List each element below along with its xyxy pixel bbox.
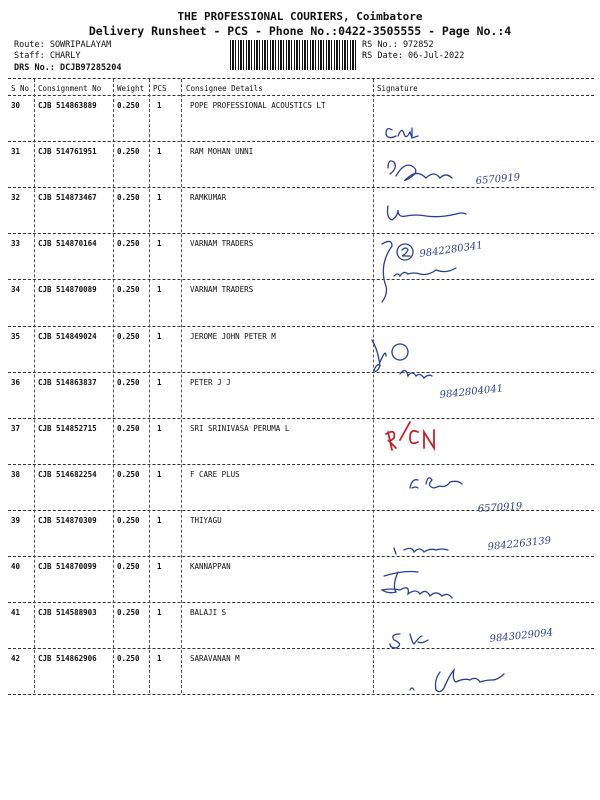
signature-33-mark xyxy=(397,244,413,260)
row-36-pcs: 1 xyxy=(157,377,162,387)
row-33-weight: 0.250 xyxy=(117,239,140,249)
row-42-consignment: CJB 514862906 xyxy=(38,654,97,664)
row-39-weight: 0.250 xyxy=(117,515,140,525)
document-title: THE PROFESSIONAL COURIERS, Coimbatore xyxy=(177,10,423,23)
row-33-consignment: CJB 514870164 xyxy=(38,239,97,249)
signature-38 xyxy=(410,478,462,488)
row-36-consignment: CJB 514863837 xyxy=(38,377,97,387)
row-41-consignment: CJB 514588903 xyxy=(38,608,97,618)
handwritten-phone-36: 9842804041 xyxy=(439,383,504,401)
row-39-consignment: CJB 514870309 xyxy=(38,515,97,525)
row-34-consignment: CJB 514870089 xyxy=(38,285,97,295)
row-31-pcs: 1 xyxy=(157,147,162,157)
row-30-weight: 0.250 xyxy=(117,101,140,110)
row-40-weight: 0.250 xyxy=(117,562,140,571)
row-37-consignee: SRI SRINIVASA PERUMA L xyxy=(190,423,290,433)
handwritten-phone-41: 9843029094 xyxy=(489,627,554,645)
route-label: Route: SOWRIPALAYAM xyxy=(14,40,112,50)
row-31-sno: 31 xyxy=(11,147,21,157)
row-42-sno: 42 xyxy=(11,654,21,664)
signature-42 xyxy=(410,670,504,692)
signature-39 xyxy=(394,548,448,554)
col-pcs: PCS xyxy=(153,84,167,93)
row-35-consignee: JEROME JOHN PETER M xyxy=(190,331,276,341)
row-40-pcs: 1 xyxy=(157,562,162,571)
signature-35-mark xyxy=(392,344,408,360)
row-33-pcs: 1 xyxy=(157,239,162,249)
row-38-sno: 38 xyxy=(11,469,21,479)
row-42-pcs: 1 xyxy=(157,654,162,664)
undelivered-mark-group xyxy=(386,422,434,450)
signature-31 xyxy=(388,161,452,181)
row-37-consignment: CJB 514852715 xyxy=(38,423,97,433)
row-41-weight: 0.250 xyxy=(117,608,140,618)
row-37-sno: 37 xyxy=(11,423,21,433)
row-37-pcs: 1 xyxy=(157,423,162,433)
row-38-consignee: F CARE PLUS xyxy=(190,469,240,479)
row-30-consignment: CJB 514863889 xyxy=(38,101,97,110)
row-40-consignment: CJB 514870099 xyxy=(38,562,97,571)
row-31-consignee: RAM MOHAN UNNI xyxy=(190,147,254,157)
signature-32 xyxy=(388,206,467,220)
row-37-weight: 0.250 xyxy=(117,423,140,433)
row-40-consignee: KANNAPPAN xyxy=(190,562,231,571)
row-31-weight: 0.250 xyxy=(117,147,140,157)
col-consignee: Consignee Details xyxy=(186,84,263,93)
row-32-consignment: CJB 514873467 xyxy=(38,193,97,203)
row-32-sno: 32 xyxy=(11,193,21,203)
col-signature: Signature xyxy=(377,84,418,93)
col-consignment: Consignment No xyxy=(38,84,102,93)
rs-number: RS No.: 972852 xyxy=(362,40,434,50)
row-35-pcs: 1 xyxy=(157,331,162,341)
row-42-weight: 0.250 xyxy=(117,654,140,664)
row-34-consignee: VARNAM TRADERS xyxy=(190,285,254,295)
handwritten-phone-38: 6570919 xyxy=(477,500,523,515)
staff-label: Staff: CHARLY xyxy=(14,51,81,61)
row-34-sno: 34 xyxy=(11,285,21,295)
signature-41 xyxy=(390,634,428,648)
rs-date: RS Date: 06-Jul-2022 xyxy=(362,51,465,61)
row-35-sno: 35 xyxy=(11,331,21,341)
handwritten-phone-39: 9842263139 xyxy=(487,535,552,553)
row-33-consignee: VARNAM TRADERS xyxy=(190,239,254,249)
row-33-sno: 33 xyxy=(11,239,21,249)
signature-36 xyxy=(400,370,432,378)
row-32-weight: 0.250 xyxy=(117,193,140,203)
row-38-consignment: CJB 514682254 xyxy=(38,469,97,479)
row-34-weight: 0.250 xyxy=(117,285,140,295)
row-39-consignee: THIYAGU xyxy=(190,515,222,525)
row-40-sno: 40 xyxy=(11,562,21,571)
row-34-pcs: 1 xyxy=(157,285,162,295)
row-32-pcs: 1 xyxy=(157,193,162,203)
row-36-sno: 36 xyxy=(11,377,21,387)
row-39-pcs: 1 xyxy=(157,515,162,525)
col-weight: Weight xyxy=(117,84,145,93)
row-39-sno: 39 xyxy=(11,515,21,525)
row-38-weight: 0.250 xyxy=(117,469,140,479)
row-35-consignment: CJB 514849024 xyxy=(38,331,97,341)
signature-30 xyxy=(386,128,418,138)
row-41-pcs: 1 xyxy=(157,608,162,618)
row-38-pcs: 1 xyxy=(157,469,162,479)
row-32-consignee: RAMKUMAR xyxy=(190,193,227,203)
row-36-consignee: PETER J J xyxy=(190,377,231,387)
undelivered-mark xyxy=(386,422,434,450)
handwritten-phone-33: 9842280341 xyxy=(418,240,484,260)
row-31-consignment: CJB 514761951 xyxy=(38,147,97,157)
signature-33 xyxy=(382,241,392,302)
row-30-consignee: POPE PROFESSIONAL ACOUSTICS LT xyxy=(190,101,326,110)
row-36-weight: 0.250 xyxy=(117,377,140,387)
row-41-consignee: BALAJI S xyxy=(190,608,227,618)
row-41-sno: 41 xyxy=(11,608,21,618)
row-35-weight: 0.250 xyxy=(117,331,140,341)
row-42-consignee: SARAVANAN M xyxy=(190,654,240,664)
row-30-sno: 30 xyxy=(11,101,21,110)
signature-40 xyxy=(382,572,452,599)
col-sno: S No xyxy=(11,84,30,93)
drs-number: DRS No.: DCJB97285204 xyxy=(14,63,122,73)
signature-35 xyxy=(372,340,386,371)
handwritten-phone-31: 6570919 xyxy=(475,172,521,187)
row-30-pcs: 1 xyxy=(157,101,162,110)
document-subtitle: Delivery Runsheet - PCS - Phone No.:0422-3505555 - Page No.:4 xyxy=(88,24,512,38)
